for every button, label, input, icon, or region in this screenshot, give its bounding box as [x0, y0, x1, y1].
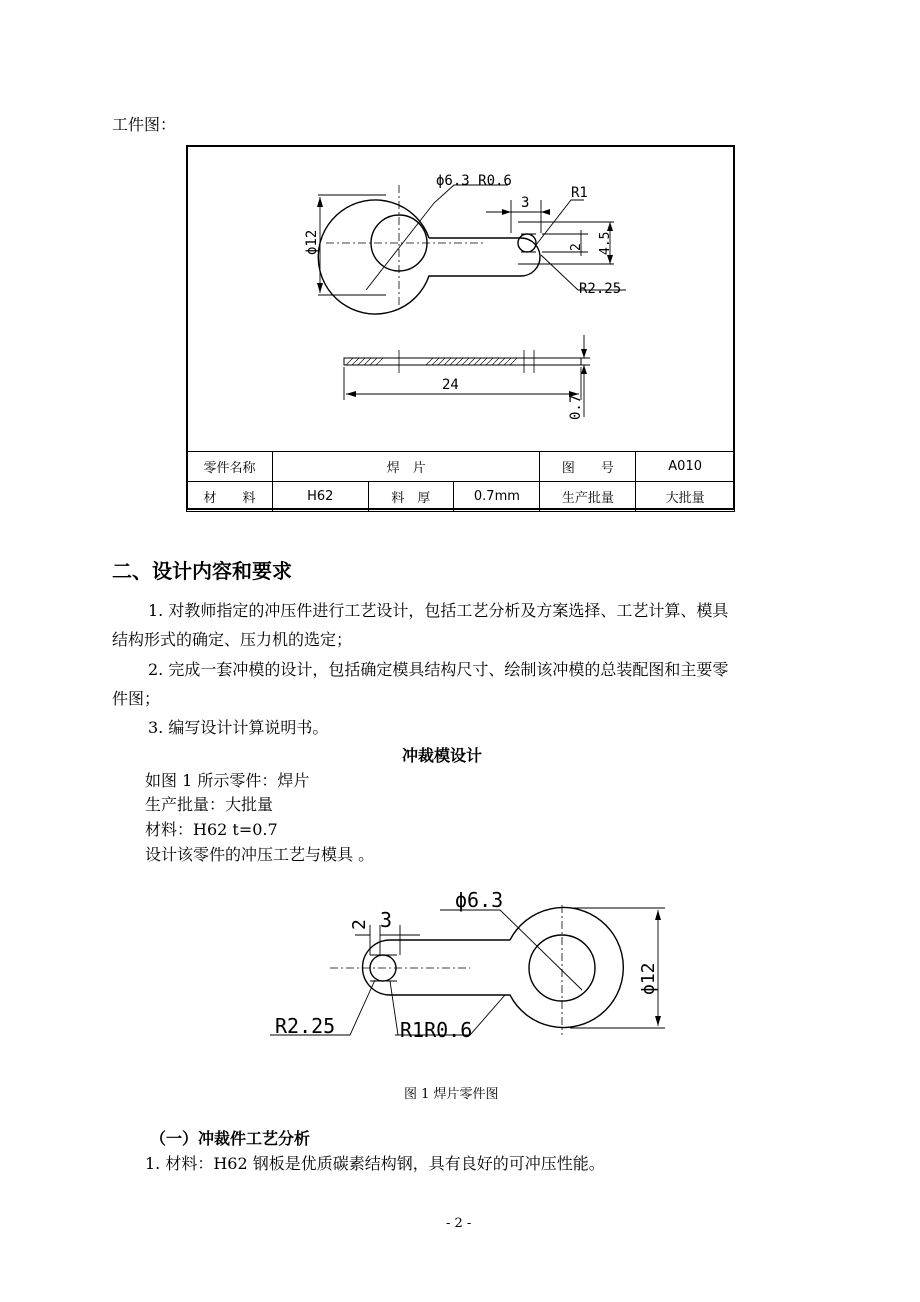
req-2a: 2. 完成一套冲模的设计，包括确定模具结构尺寸、绘制该冲模的总装配图和主要零 — [148, 660, 729, 679]
fig1-dim-r1r0-6: R1R0.6 — [400, 1018, 473, 1042]
fig1-dim-6-3: ϕ6.3 — [455, 888, 504, 912]
subsection-1-title: （一）冲裁件工艺分析 — [150, 1129, 311, 1148]
info-batch: 生产批量：大批量 — [145, 795, 274, 814]
title-block — [186, 451, 735, 512]
fig1-dim-3: 3 — [380, 908, 393, 932]
dim-dia12: ϕ12 — [304, 229, 320, 255]
dim-0-7: 0.7 — [568, 394, 584, 420]
batch-value: 大批量 — [636, 482, 735, 512]
page-number: - 2 - — [446, 1216, 472, 1231]
figure-1-drawing — [270, 885, 690, 1055]
thickness-label: 料 厚 — [368, 482, 454, 512]
dim-4-5: 4.5 — [598, 231, 613, 255]
die-design-title: 冲裁模设计 — [402, 746, 483, 765]
drawing-no-label: 图 号 — [540, 452, 636, 482]
info-material: 材料：H62 t=0.7 — [145, 820, 278, 839]
dim-r1: R1 — [571, 185, 588, 201]
drawing-no: A010 — [636, 452, 735, 482]
batch-label: 生产批量 — [540, 482, 636, 512]
fig1-dim-12: ϕ12 — [638, 962, 659, 995]
fig1-dim-2: 2 — [349, 919, 370, 930]
req-1a: 1. 对教师指定的冲压件进行工艺设计，包括工艺分析及方案选择、工艺计算、模具 — [148, 601, 729, 620]
section-2-title: 二、设计内容和要求 — [112, 559, 292, 583]
dim-r2-25: R2.25 — [579, 281, 622, 297]
material-label: 材 料 — [187, 482, 273, 512]
req-1b: 结构形式的确定、压力机的选定； — [112, 630, 353, 649]
material-value: H62 — [273, 482, 369, 512]
figure-1-caption: 图 1 焊片零件图 — [404, 1087, 499, 1102]
dim-2: 2 — [569, 243, 584, 251]
workpiece-drawing — [186, 145, 735, 451]
info-task: 设计该零件的冲压工艺与模具 。 — [145, 845, 375, 864]
req-2b: 件图； — [112, 689, 161, 708]
dim-hole-label: ϕ6.3 R0.6 — [436, 173, 512, 189]
part-name-label: 零件名称 — [187, 452, 273, 482]
dim-slot-width: 3 — [521, 195, 530, 211]
dim-24: 24 — [442, 377, 459, 393]
part-name: 焊 片 — [273, 452, 540, 482]
point-1-material: 1. 材料：H62 钢板是优质碳素结构钢，具有良好的可冲压性能。 — [145, 1154, 605, 1173]
req-3: 3. 编写设计计算说明书。 — [148, 718, 329, 737]
thickness-value: 0.7mm — [454, 482, 540, 512]
fig1-dim-r2-25: R2.25 — [275, 1014, 336, 1038]
info-part: 如图 1 所示零件：焊片 — [145, 771, 310, 790]
workpiece-label: 工件图： — [112, 115, 177, 134]
